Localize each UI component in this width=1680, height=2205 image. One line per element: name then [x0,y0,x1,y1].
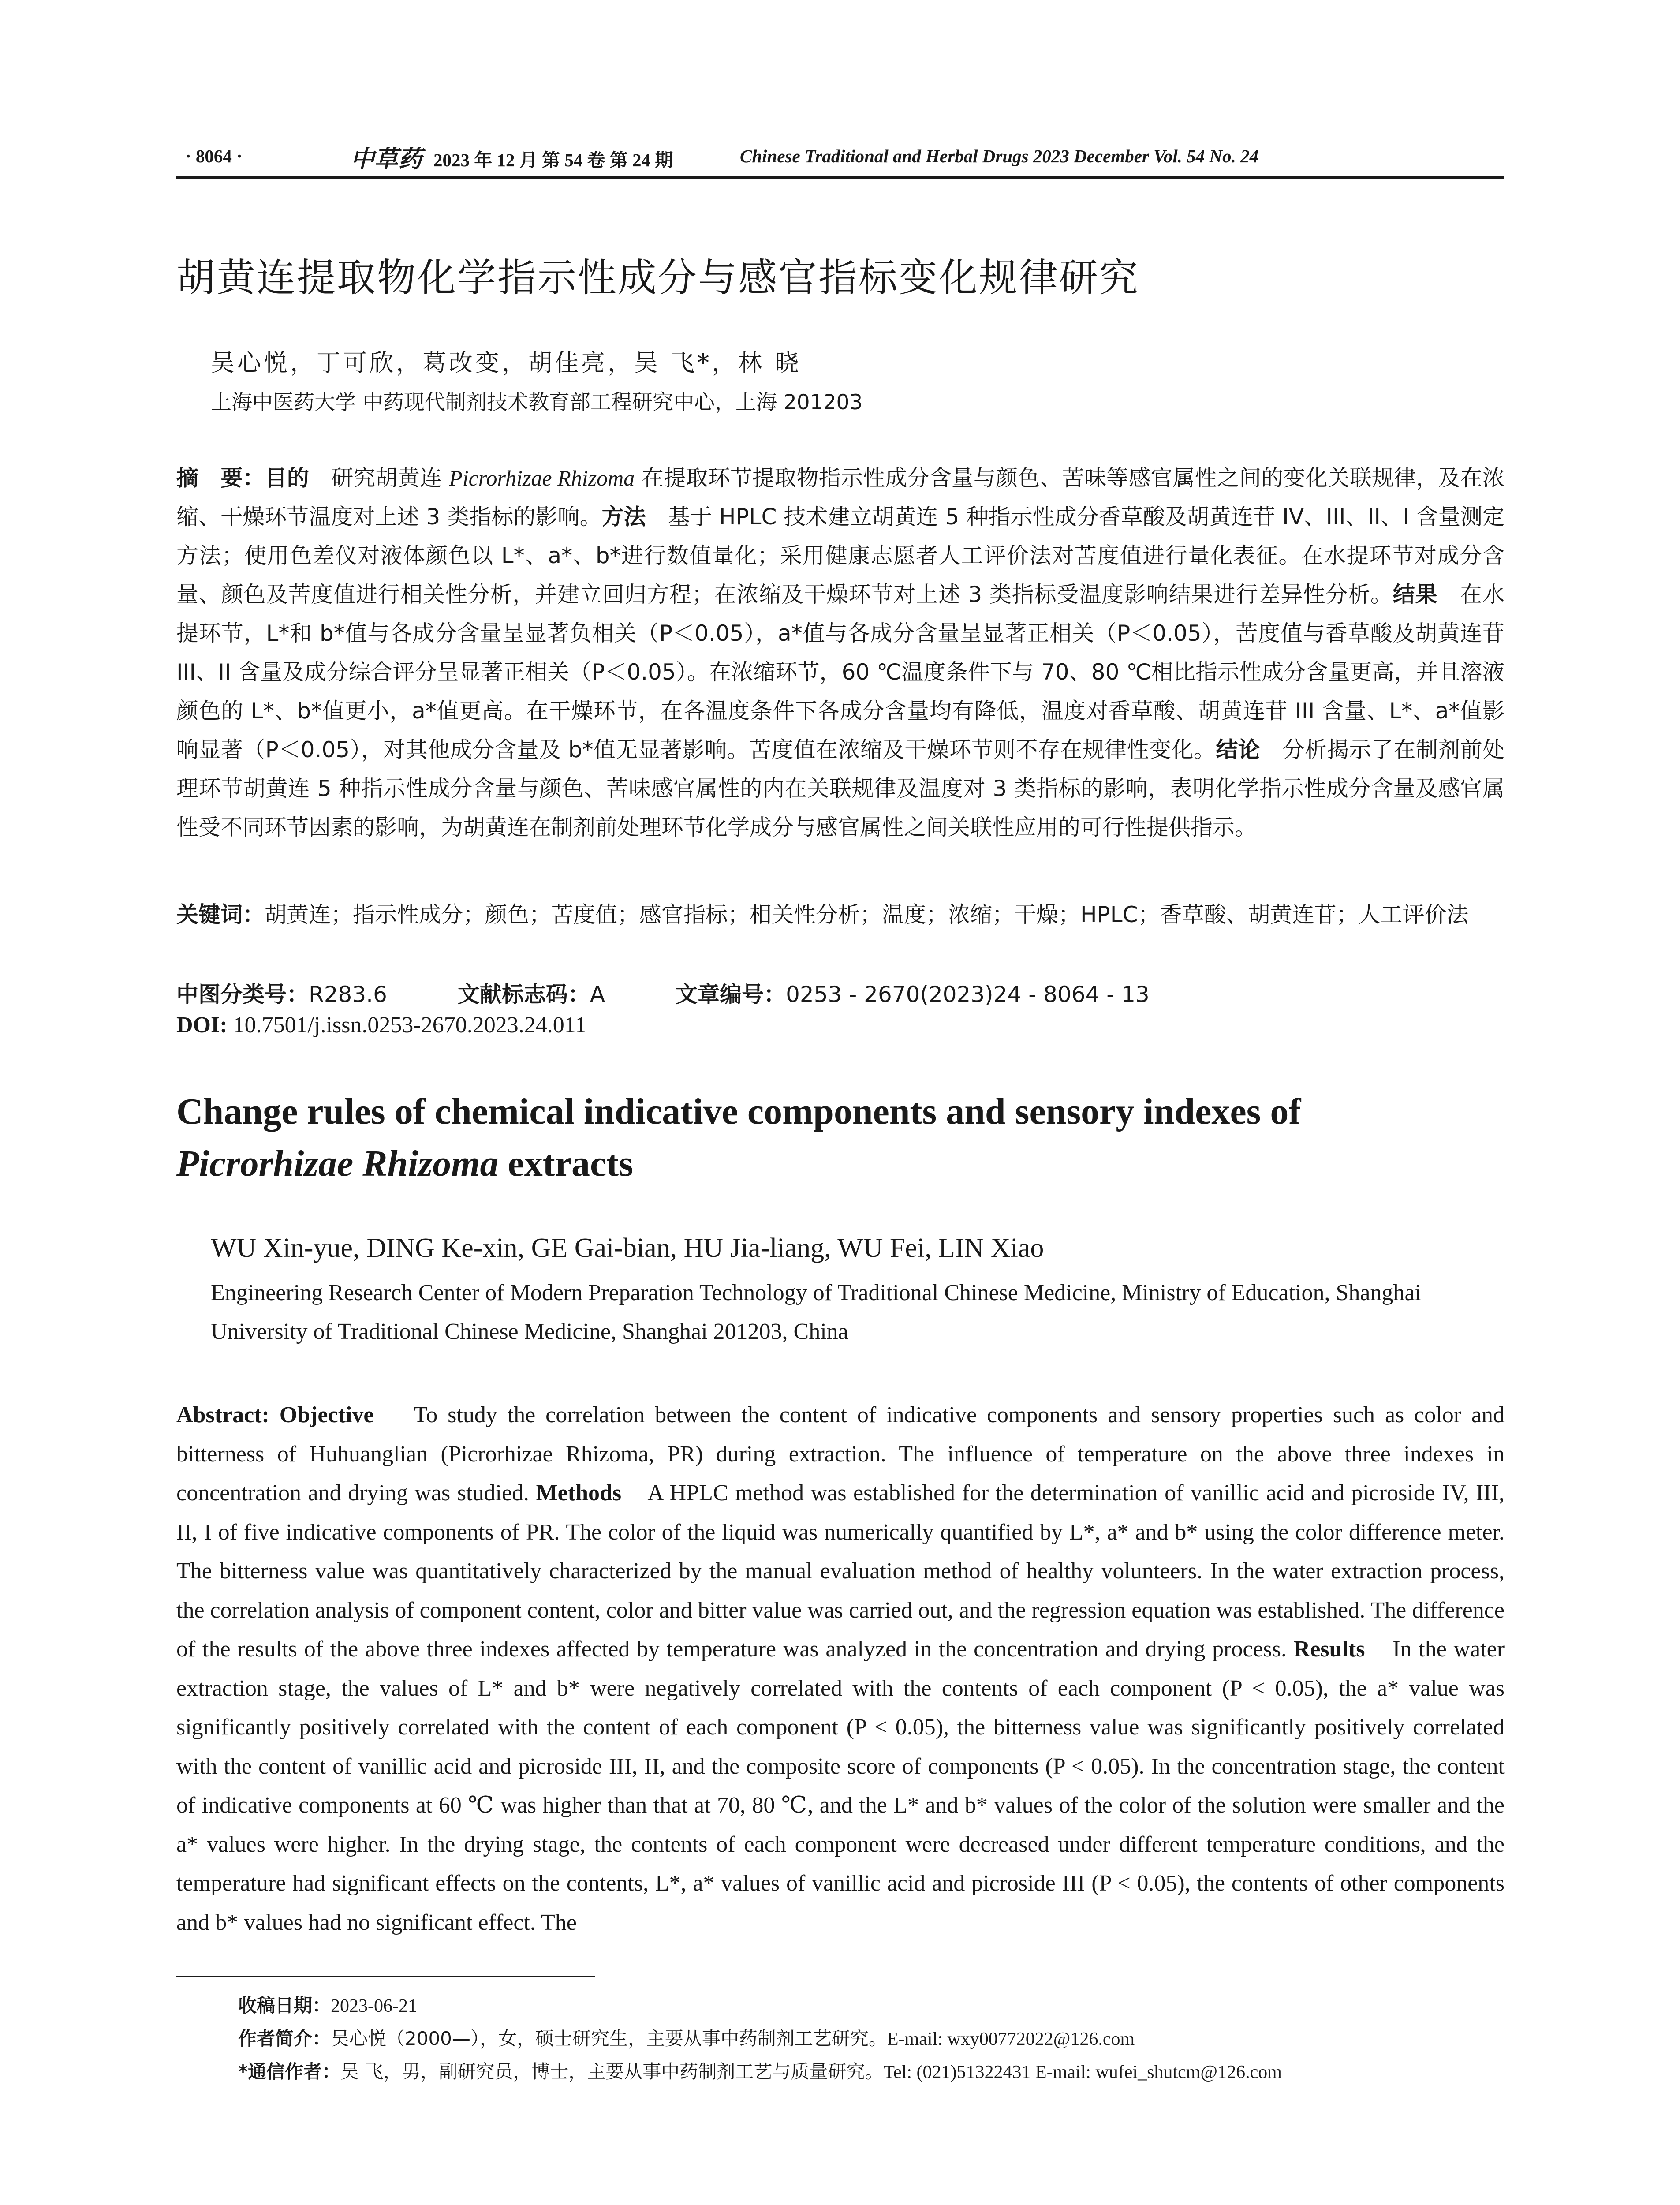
english-title-latin: Picrorhizae Rhizoma [176,1143,499,1184]
footnote-rule [176,1976,595,1977]
results-text-cn: 在水提环节，L*和 b*值与各成分含量呈显著负相关（P＜0.05），a*值与各成分含量呈显著正相关（P＜0.05），苦度值与香草酸及胡黄连苷 III、II 含量及成分综合评分呈显著正相关（P＜0.05）。在浓缩环节，60 ℃温度条件下与 70、80 ℃相比指示性成分含量更高，并且溶液颜色的 L*、b*值更小，a*值更高。在干燥环节，在各温度条件下各成分含量均有降低，温度对香草酸、胡黄连苷 III 含量、L*、a*值影响显著（P＜0.05），对其他成分含量及 b*值无显著影响。苦度值在浓缩及干燥环节则不存在规律性变化。 [176,582,1505,762]
english-title-part1: Change rules of chemical indicative components and sensory indexes of [176,1091,1301,1132]
footnote-corresponding [238,2057,1508,2084]
chinese-abstract [176,459,1505,847]
chinese-authors: 吴心悦，丁可欣，葛改变，胡佳亮，吴 飞*，林 晓 [211,349,802,377]
objective-pre-cn: 研究胡黄连 [331,465,449,491]
received-label: 收稿日期： [238,1995,331,2016]
abstract-label-en: Abstract: Objective [176,1402,374,1428]
latin-name-cn: Picrorhizae Rhizoma [449,466,635,490]
conclusion-label-cn: 结论 [1216,737,1260,762]
keywords-cn [176,895,1505,934]
keywords-label-cn: 关键词： [176,902,265,927]
doc-code-label: 文献标志码： [457,982,590,1007]
english-title [176,1086,1505,1190]
results-label-cn: 结果 [1393,582,1438,607]
english-title-part2: extracts [498,1143,633,1184]
methods-label-en: Methods [536,1480,622,1506]
article-no-value: 0253 - 2670(2023)24 - 8064 - 13 [786,982,1150,1007]
author-bio-label: 作者简介： [238,2028,331,2049]
page-number: · 8064 · [185,146,243,166]
doc-code-value: A [590,982,605,1007]
issue-info-cn: 2023 年 12 月 第 54 卷 第 24 期 [433,150,673,170]
english-abstract [176,1396,1505,1942]
clc-label: 中图分类号： [176,982,309,1007]
doi-line [176,1012,586,1038]
footnote-received [238,1991,1508,2018]
classification-line [176,977,1150,1009]
doi-value: 10.7501/j.issn.0253-2670.2023.24.011 [233,1013,586,1038]
footnote-author [238,2024,1508,2051]
clc-value: R283.6 [309,982,387,1007]
article-no-label: 文章编号： [676,982,786,1007]
doi-label: DOI: [176,1013,228,1038]
conclusion-text-cn: 分析揭示了在制剂前处理环节胡黄连 5 种指示性成分含量与颜色、苦味感官属性的内在关联规律及温度对 3 类指标的影响，表明化学指示性成分含量及感官属性受不同环节因素的影响，为胡黄连在制剂前处理环节化学成分与感官属性之间关联性应用的可行性提供指示。 [176,737,1505,840]
corresponding-contact: Tel: (021)51322431 E-mail: wufei_shutcm@126.com [883,2062,1282,2082]
running-header [176,140,1504,176]
received-date: 2023-06-21 [331,1996,417,2016]
methods-text-en: A HPLC method was established for the determination of vanillic acid and picroside IV, III, II, I of five indicative components of PR. The color of the liquid was numerically quantified by L*, a* and b* using the color difference meter. The bitterness value was quantitatively characterized by the manual evaluation method of healthy volunteers. In the water extraction process, the correlation analysis of component content, color and bitter value was carried out, and the regression equation was established. The difference of the results of the above three indexes affected by temperature was analyzed in the concentration and drying process. [176,1480,1505,1662]
author-email: E-mail: wxy00772022@126.com [887,2029,1135,2049]
author-bio-text: 吴心悦（2000—），女，硕士研究生，主要从事中药制剂工艺研究。 [331,2028,887,2049]
english-affiliation: Engineering Research Center of Modern Preparation Technology of Traditional Chinese Medicine, Ministry of Education, Shanghai University of Traditional Chinese Medicine, Shanghai 201203, China [211,1280,1422,1344]
journal-logo: 中草药 [351,145,422,173]
corresponding-label: *通信作者： [238,2061,340,2082]
abstract-label-cn: 摘 要： [176,465,265,491]
keywords-text-cn: 胡黄连；指示性成分；颜色；苦度值；感官指标；相关性分析；温度；浓缩；干燥；HPLC；香草酸、胡黄连苷；人工评价法 [265,902,1469,927]
corresponding-text: 吴 飞，男，副研究员，博士，主要从事中药制剂工艺与质量研究。 [340,2061,884,2082]
header-rule [176,176,1504,179]
objective-label-cn: 目的 [265,465,310,491]
chinese-title: 胡黄连提取物化学指示性成分与感官指标变化规律研究 [176,255,1140,300]
methods-label-cn: 方法 [601,504,646,530]
english-authors: WU Xin-yue, DING Ke-xin, GE Gai-bian, HU Jia-liang, WU Fei, LIN Xiao [211,1233,1044,1263]
results-label-en: Results [1293,1637,1365,1662]
chinese-affiliation: 上海中医药大学 中药现代制剂技术教育部工程研究中心，上海 201203 [211,390,863,415]
issue-info-en: Chinese Traditional and Herbal Drugs 2023 December Vol. 54 No. 24 [740,146,1259,166]
results-text-en: In the water extraction stage, the values of L* and b* were negatively correlated with the contents of each component (P < 0.05), the a* value was significantly positively correlated with the content of each component (P < 0.05), the bitterness value was significantly positively correlated with the content of vanillic acid and picroside III, II, and the composite score of components (P < 0.05). In the concentration stage, the content of indicative components at 60 ℃ was higher than that at 70, 80 ℃, and the L* and b* values of the color of the solution were smaller and the a* values were higher. In the drying stage, the contents of each component were decreased under different temperature conditions, and the temperature had significant effects on the contents, L*, a* values of vanillic acid and picroside III (P < 0.05), the contents of other components and b* values had no significant effect. The [176,1637,1505,1935]
objective-text-en: To study the correlation between the content of indicative components and sensory properties such as color and bitterness of Huhuanglian (Picrorhizae Rhizoma, PR) during extraction. The influence of temperature on the above three indexes in concentration and drying was studied. [176,1402,1505,1506]
objective-post-cn: 在提取环节提取物指示性成分含量与颜色、苦味等感官属性之间的变化关联规律，及在浓缩、干燥环节温度对上述 3 类指标的影响。 [176,465,1505,530]
methods-text-cn: 基于 HPLC 技术建立胡黄连 5 种指示性成分香草酸及胡黄连苷 IV、III、II、I 含量测定方法；使用色差仪对液体颜色以 L*、a*、b*进行数值量化；采用健康志愿者人工评价法对苦度值进行量化表征。在水提环节对成分含量、颜色及苦度值进行相关性分析，并建立回归方程；在浓缩及干燥环节对上述 3 类指标受温度影响结果进行差异性分析。 [176,504,1505,607]
